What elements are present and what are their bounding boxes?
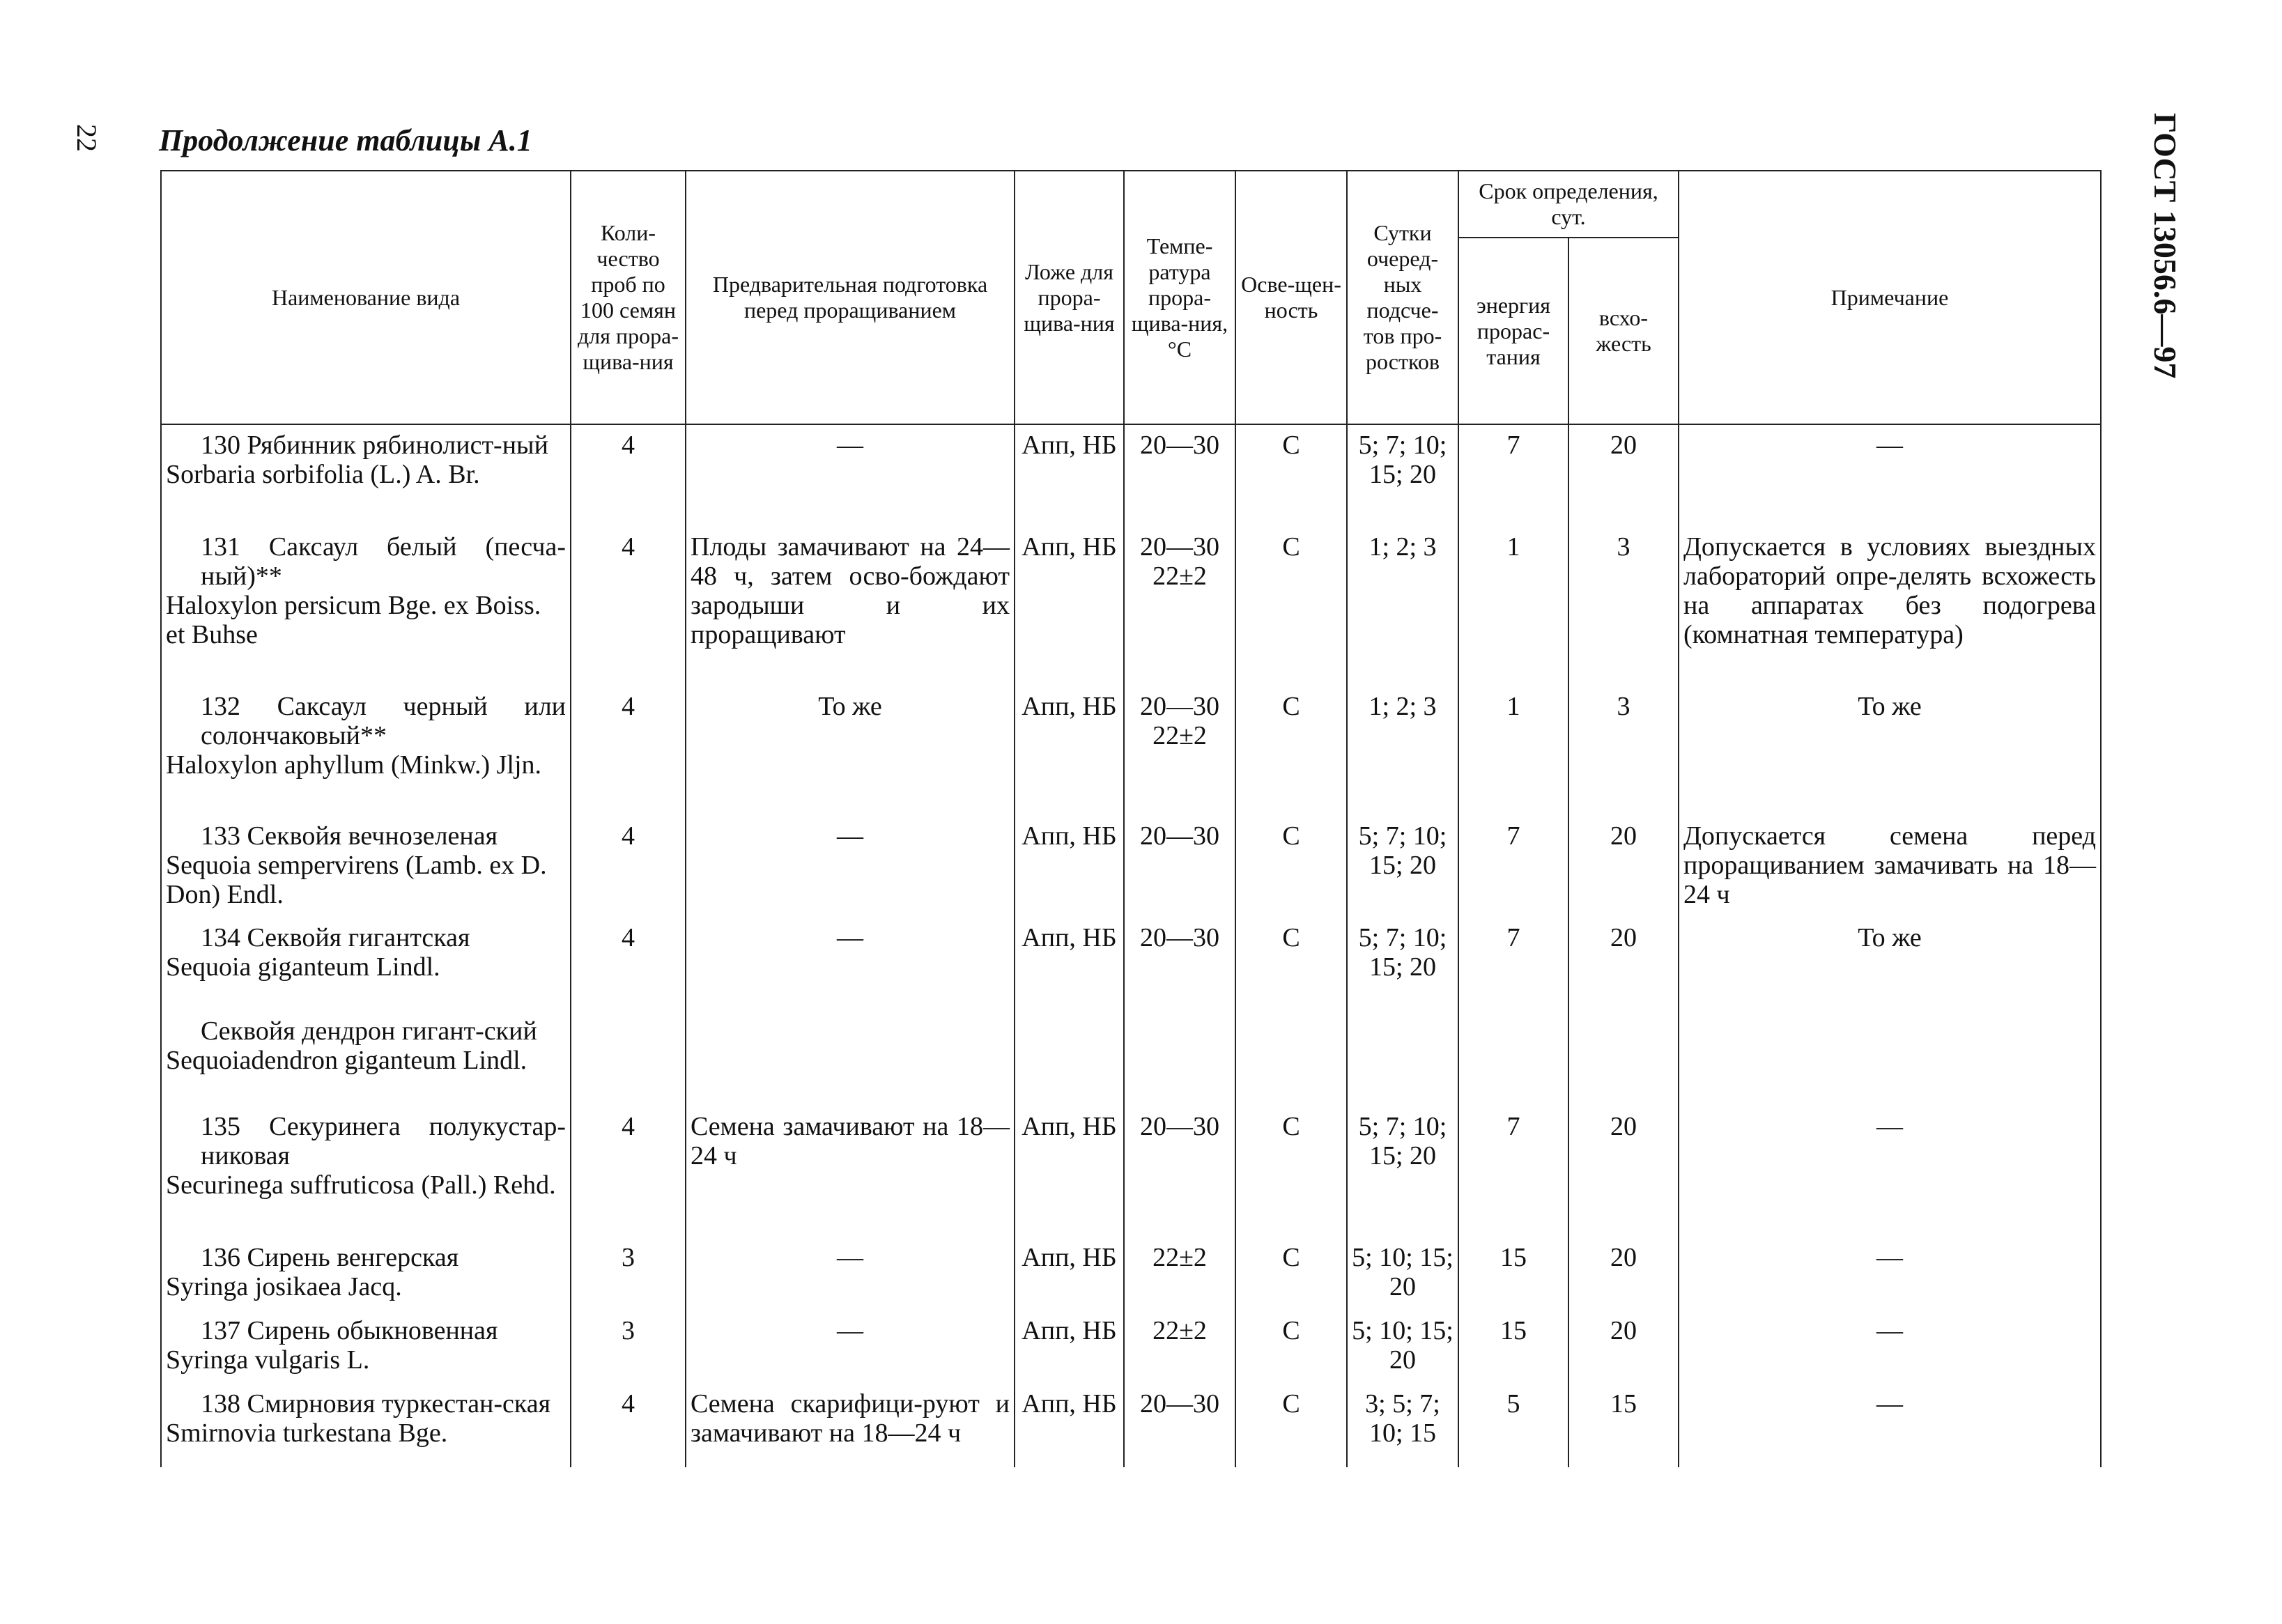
temp-cell: 20—30 [1124,1384,1235,1467]
days-cell [1347,1011,1458,1106]
header-note: Примечание [1679,171,2101,424]
table-row [161,1237,2101,1310]
prep-cell: — [686,816,1015,918]
header-energy: энергия прорас-тания [1458,238,1568,424]
species-name-lat: Smirnovia turkestana Bge. [166,1418,448,1448]
bed-cell: Апп, НБ [1015,1237,1124,1310]
temp-cell: 20—30 [1124,1106,1235,1237]
header-name: Наименование вида [161,171,571,424]
note-cell [1679,1011,2101,1106]
temp-cell: 22±2 [1124,1310,1235,1384]
header-prep: Предварительная подготовка перед проращиванием [686,171,1015,424]
days-cell: 5; 7; 10; 15; 20 [1347,1106,1458,1237]
species-name-ru: 135 Секуринега полукустар-никовая [201,1112,566,1170]
species-name-lat: Sequoia giganteum Lindl. [166,952,440,982]
species-name-lat: Sorbaria sorbifolia (L.) A. Br. [166,460,480,489]
species-name-lat: Sequoia sempervirens (Lamb. ex D. Don) Endl. [166,851,547,909]
header-germ: всхо-жесть [1568,238,1679,424]
light-cell: С [1235,1106,1347,1237]
species-name-lat: Haloxylon persicum Bge. ex Boiss. et Buhse [166,591,541,649]
bed-cell: Апп, НБ [1015,527,1124,686]
species-name-ru: 136 Сирень венгерская [201,1243,459,1272]
species-name-ru: Секвойя дендрон гигант-ский [201,1016,537,1046]
energy-cell: 5 [1458,1384,1568,1467]
seed-germination-table [160,170,2102,1467]
samples-cell: 4 [571,816,686,918]
energy-cell: 7 [1458,918,1568,1011]
prep-cell: Семена скарифици-руют и замачивают на 18—24 ч [686,1384,1015,1467]
species-name-lat: Syringa vulgaris L. [166,1345,370,1375]
gost-side-title: ГОСТ 13056.6—97 [2148,113,2183,379]
temp-cell [1124,1011,1235,1106]
species-name-ru: 138 Смирновия туркестан-ская [201,1389,551,1418]
light-cell: С [1235,424,1347,527]
bed-cell: Апп, НБ [1015,424,1124,527]
germ-cell: 20 [1568,1237,1679,1310]
germ-cell: 20 [1568,424,1679,527]
samples-cell: 4 [571,424,686,527]
table-row [161,1384,2101,1467]
temp-cell: 20—30 [1124,816,1235,918]
days-cell: 3; 5; 7; 10; 15 [1347,1384,1458,1467]
page-number: 22 [71,124,102,152]
table-row [161,424,2101,527]
species-name-lat: Securinega suffruticosa (Pall.) Rehd. [166,1170,556,1200]
note-cell: — [1679,1106,2101,1237]
energy-cell: 15 [1458,1310,1568,1384]
table-row [161,918,2101,1011]
energy-cell: 15 [1458,1237,1568,1310]
species-name-lat: Sequoiadendron giganteum Lindl. [166,1046,527,1075]
table-row [161,1310,2101,1384]
bed-cell: Апп, НБ [1015,1310,1124,1384]
species-name-ru: 137 Сирень обыкновенная [201,1316,498,1345]
temp-cell: 22±2 [1124,1237,1235,1310]
bed-cell: Апп, НБ [1015,1384,1124,1467]
samples-cell: 4 [571,686,686,816]
table-row [161,686,2101,816]
energy-cell: 7 [1458,1106,1568,1237]
temp-cell: 20—30 22±2 [1124,686,1235,816]
prep-cell: — [686,1310,1015,1384]
note-cell: Допускается семена перед проращиванием замачивать на 18—24 ч [1679,816,2101,918]
temp-cell: 20—30 22±2 [1124,527,1235,686]
energy-cell [1458,1011,1568,1106]
note-cell: — [1679,424,2101,527]
header-temp: Темпе-ратура прора-щива-ния, °С [1124,171,1235,424]
light-cell: С [1235,686,1347,816]
bed-cell [1015,1011,1124,1106]
samples-cell: 3 [571,1310,686,1384]
germ-cell: 20 [1568,918,1679,1011]
header-light: Осве-щен-ность [1235,171,1347,424]
header-days: Сутки очеред-ных подсче-тов про-ростков [1347,171,1458,424]
days-cell: 5; 7; 10; 15; 20 [1347,918,1458,1011]
note-cell: Допускается в условиях выездных лабораторий опре-делять всхожесть на аппаратах без подогрева (комнатная температура) [1679,527,2101,686]
table-row [161,816,2101,918]
germ-cell: 3 [1568,527,1679,686]
energy-cell: 7 [1458,816,1568,918]
prep-cell: — [686,1237,1015,1310]
temp-cell: 20—30 [1124,918,1235,1011]
days-cell: 5; 7; 10; 15; 20 [1347,424,1458,527]
light-cell: С [1235,1310,1347,1384]
prep-cell [686,1011,1015,1106]
days-cell: 5; 10; 15; 20 [1347,1237,1458,1310]
samples-cell: 3 [571,1237,686,1310]
days-cell: 1; 2; 3 [1347,527,1458,686]
days-cell: 5; 7; 10; 15; 20 [1347,816,1458,918]
samples-cell: 4 [571,918,686,1011]
energy-cell: 7 [1458,424,1568,527]
note-cell: — [1679,1237,2101,1310]
germ-cell: 20 [1568,816,1679,918]
light-cell: С [1235,918,1347,1011]
samples-cell [571,1011,686,1106]
bed-cell: Апп, НБ [1015,686,1124,816]
germ-cell: 15 [1568,1384,1679,1467]
prep-cell: Плоды замачивают на 24—48 ч, затем осво-бождают зародыши и их проращивают [686,527,1015,686]
light-cell: С [1235,1237,1347,1310]
bed-cell: Апп, НБ [1015,816,1124,918]
light-cell: С [1235,816,1347,918]
species-name-ru: 134 Секвойя гигантская [201,923,470,952]
note-cell: То же [1679,686,2101,816]
samples-cell: 4 [571,527,686,686]
note-cell: То же [1679,918,2101,1011]
energy-cell: 1 [1458,686,1568,816]
light-cell: С [1235,1384,1347,1467]
prep-cell: — [686,424,1015,527]
samples-cell: 4 [571,1384,686,1467]
germ-cell: 20 [1568,1106,1679,1237]
energy-cell: 1 [1458,527,1568,686]
species-name-lat: Haloxylon aphyllum (Minkw.) Jljn. [166,750,541,780]
table-row [161,1106,2101,1237]
header-bed: Ложе для прора-щива-ния [1015,171,1124,424]
light-cell [1235,1011,1347,1106]
note-cell: — [1679,1310,2101,1384]
note-cell: — [1679,1384,2101,1467]
days-cell: 1; 2; 3 [1347,686,1458,816]
prep-cell: То же [686,686,1015,816]
germ-cell [1568,1011,1679,1106]
species-name-ru: 133 Секвойя вечнозеленая [201,821,498,851]
prep-cell: — [686,918,1015,1011]
table-row [161,527,2101,686]
germ-cell: 3 [1568,686,1679,816]
species-name-lat: Syringa josikaea Jacq. [166,1272,402,1301]
germ-cell: 20 [1568,1310,1679,1384]
light-cell: С [1235,527,1347,686]
table-row [161,1011,2101,1106]
continuation-title: Продолжение таблицы А.1 [159,123,532,157]
bed-cell: Апп, НБ [1015,918,1124,1011]
prep-cell: Семена замачивают на 18—24 ч [686,1106,1015,1237]
bed-cell: Апп, НБ [1015,1106,1124,1237]
species-name-ru: 131 Саксаул белый (песча-ный)** [201,532,566,591]
samples-cell: 4 [571,1106,686,1237]
header-term-group: Срок определения, сут. [1458,171,1679,238]
species-name-ru: 132 Саксаул черный или солончаковый** [201,692,566,750]
days-cell: 5; 10; 15; 20 [1347,1310,1458,1384]
species-name-ru: 130 Рябинник рябинолист-ный [201,431,548,460]
header-samples: Коли-чество проб по 100 семян для прора-щива-ния [571,171,686,424]
temp-cell: 20—30 [1124,424,1235,527]
